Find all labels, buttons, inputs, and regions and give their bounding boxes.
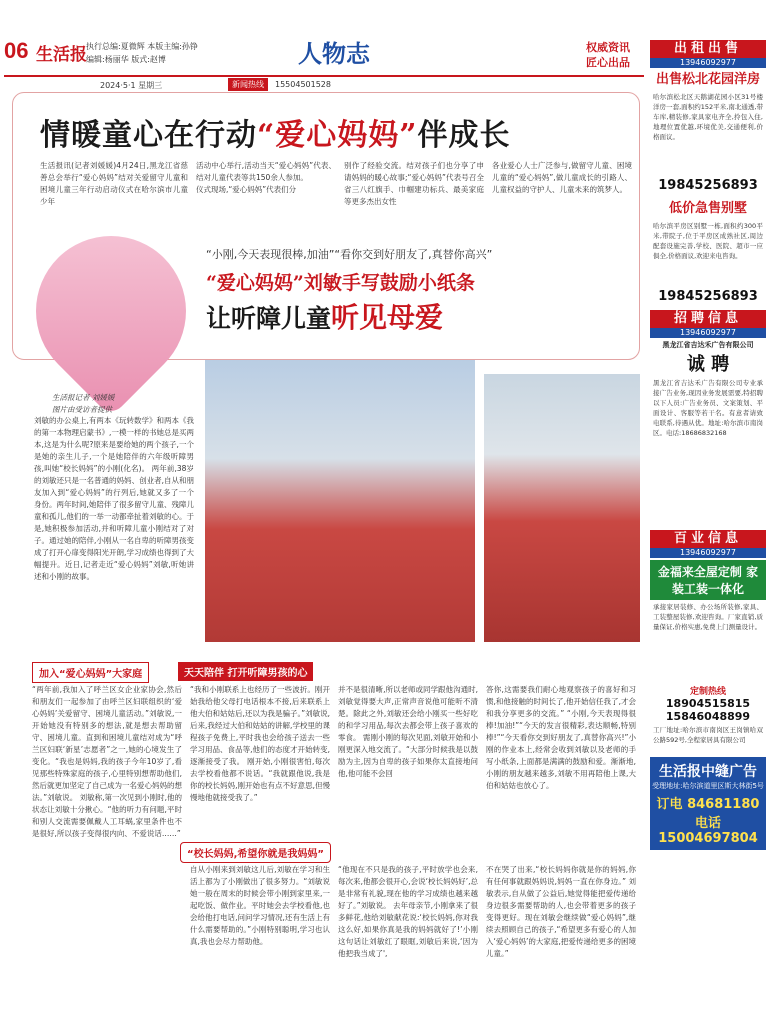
credits-line2: 编辑:杨丽华 版式:赵博 [86, 55, 166, 64]
byline: 生活报记者 刘媛媛 图片由受访者提供 [52, 393, 115, 414]
event-photo-stage [205, 360, 475, 642]
event-photo-speaker [484, 374, 640, 642]
lowprice-title: 低价急售别墅 [668, 201, 747, 216]
custom-phone2: 15846048899 [665, 710, 751, 723]
headline-red: “爱心妈妈” [257, 118, 418, 153]
taxi-phone: 19845256893 [658, 178, 758, 193]
section1-text: “两年前,我加入了呼兰区女企业家协会,然后和朋友们一起参加了由呼兰区妇联组织的‘爱心妈妈’关爱留守、困境儿童活动。”刘敏说,一开始她没有特别多的想法,就是想去帮助留守、困境儿童。直到和困境儿童结对成为“呼兰区妇联‘新星’志愿者”之一,她的心境发生了变化。“我也是妈妈,我的孩子今年10岁了,看见那些特殊家庭的孩子,心里特别想帮助他们,然后就更加坚定了自己成为一名爱心妈妈的想法。”刘敏说。 刘敏称,第一次见到小刚时,他的状态让刘敏十分揪心。“他的听力有问题,平时和别人交流需要佩戴人工耳蜗,家里条件也不是很好,所以孩子变得很内向、不爱说话……” [32, 685, 182, 838]
recruit-text: 黑龙江省吉达禾广告有限公司专业承接广告业务,现因业务发展需要,特招聘以下人员:广告业务员、文案策划、平面设计、客服等若干名。有意者请致电联系,待遇从优。地址:哈尔滨市南岗区。电话:18686832168 [653, 379, 763, 437]
section3-title: “校长妈妈,希望你就是我妈妈” [180, 842, 331, 863]
taxi-ad-title: 出售松北花园洋房 [655, 72, 760, 87]
slogan-line1: 权威资讯 [586, 41, 630, 54]
lead-col3: 别作了经验交流。结对孩子们也分享了申请妈妈的暖心故事;“爱心妈妈”代表号召全省三八红旗手、巾帼建功标兵、最美家庭等更多杰出女性 [344, 161, 484, 206]
headline [40, 110, 511, 154]
section3-col1: 自从小刚来到刘敏这儿后,刘敏在学习和生活上都为了小刚做出了很多努力。“刘敏说她一般在周末的时候会带小刚到家里来,一起吃饭、做作业。平时她会去学校看他,也会给他打电话,问问学习情况,还有生活上有什么需要帮助的。”小刚特别聪明,学习也认真,我也会尽力帮助他。 [190, 865, 330, 946]
sidebar-phone1: 13946092977 [650, 58, 766, 68]
sub-main-highlight: 听见母爱 [331, 301, 444, 334]
bottom-ad-tel [652, 793, 764, 812]
bottom-cell-label: 电话 [694, 816, 721, 831]
taxi-ad-text: 哈尔滨松北区天鹅湖花园小区31号楼洋房一套,面积约152平米,南北通透,带车库,精装修,家具家电齐全,拎包入住,地理位置优越,环境优美,交通便利,价格面议。 [653, 93, 763, 141]
paper-name: 生活报 [36, 45, 87, 65]
page-number: 06 [4, 38, 29, 63]
credits-line1: 执行总编:夏微辉 本版主编:孙铮 [86, 42, 198, 51]
section-title: 人物志 [298, 40, 370, 68]
sub-red: “爱心妈妈”刘敏手写鼓励小纸条 [206, 272, 475, 294]
lowprice-text: 哈尔滨平房区别墅一栋,面积约300平米,带院子,位于平房区成熟社区,周边配套设施完善,学校、医院、超市一应俱全,价格面议,欢迎来电咨询。 [653, 222, 763, 260]
lowprice-phone: 19845256893 [658, 289, 758, 304]
recruit-title: 诚 聘 [686, 354, 730, 375]
lead-col4: 各业爱心人士广泛参与,做留守儿童、困境儿童的“爱心妈妈”,做儿童成长的引路人、儿童权益的守护人、儿童未来的筑梦人。 [492, 161, 632, 194]
section1-title: 加入“爱心妈妈”大家庭 [32, 662, 149, 683]
custom-phone1: 18904515815 [665, 697, 751, 710]
sub-main [206, 296, 443, 336]
hotline-label: 新闻热线 [228, 78, 268, 91]
sidebar-phone-recruit: 13946092977 [650, 328, 766, 338]
credits [86, 40, 198, 66]
custom-address: 工厂地址:哈尔滨市南岗区王岗镇哈双公路592号,全程家居具有限公司 [653, 726, 763, 744]
date: 2024·5·1 星期三 [100, 81, 163, 90]
taxi-header: 出租出售 [650, 40, 766, 58]
bottom-ad-cell [652, 812, 764, 846]
left-column: 刘敏的办公桌上,有两本《玩转数学》和两本《我的第一本物理启蒙书》,一模一样的书她总是买两本,这是为什么呢?原来是要给她的两个孩子,一个是她的亲生儿子,一个是她陪伴的六年级听障男孩,叫她“校长妈妈”的小刚(化名)。 两年前,38岁的刘敏还只是一名普通的妈妈、创业者,自从和朋友加入到“爱心妈妈”的行列后,她就又多了一个身份。两年时间,她陪伴了很多留守儿童、残障儿童和孤儿,他们的一举一动都牵扯着刘敏的心。于是,她积极参加活动,并和听障儿童小刚结对了对子。通过她的陪伴,小刚从一名自卑的听障男孩变成了打开心扉变得阳光开朗,学习成绩也得到了大幅提升。近日,记者走近“爱心妈妈”刘敏,听她讲述和小刚的故事。 [34, 416, 194, 581]
section2-col2: 并不是很清晰,所以老师或同学跟他沟通时,刘敏觉得要大声,正常声音说他可能听不清楚。除此之外,刘敏还会给小刚买一些好吃的和学习用品,每次去都会带上孩子喜欢的零食。 需刚小刚的每次见面,刘敏开始和小刚更深入地交流了。“大部分时候我是以鼓励为主,因为自卑的孩子如果你太直接地问他,他可能不会回 [338, 685, 478, 778]
sub-main-pre: 让听障儿童 [206, 304, 332, 333]
header-rule [4, 75, 644, 77]
section3-col2: “他现在不只是我的孩子,平时放学也会来,每次来,他都会很开心,会说‘校长妈妈好’,总是非常有礼貌,现在他的学习成绩也越来越好了。”刘敏说。 去年母亲节,小刚拿来了很多鲜花,他给刘敏献花说:‘校长妈妈,你对我这么好,如果你真是我的妈妈就好了!’小刚这句话让刘敏红了眼眶,刘敏后来说,‘因为他把我当成了', [338, 865, 478, 958]
bottom-ad-title: 生活报中缝广告 [659, 764, 757, 780]
bottom-cell-number: 15004697804 [658, 831, 758, 846]
section2-title: 天天陪伴 打开听障男孩的心 [178, 662, 313, 681]
hotline-number: 15504501528 [275, 80, 331, 89]
section3-col3: 不在哭了出来,“校长妈妈你就是你的妈妈,你有任何事就跟妈妈说,妈妈一直在你身边。” 刘敏表示,自从做了公益后,她觉得能把爱传递给身边很多需要帮助的人,也会带着更多的孩子变得更好。现在刘敏会继续做“爱心妈妈”,继续去照顾自己的孩子,“希望更多有爱心的人加入‘爱心妈妈’的大家庭,把爱传递给更多的困境儿童。” [486, 865, 636, 958]
bottom-ad-address: 受理地址:哈尔滨道里区斯大林街5号 [652, 782, 764, 790]
recruit-header: 招聘信息 [650, 310, 766, 328]
slogan [586, 40, 630, 70]
recruit-company: 黑龙江省吉达禾广告有限公司 [662, 341, 754, 349]
custom-text: 承接家居装修、办公场所装修,家具、工装整屋装修,欢迎咨询。厂家直销,质量保证,价格实惠,免费上门测量设计。 [653, 603, 763, 631]
custom-title: 金福来全屋定制 家装工装一体化 [650, 560, 766, 600]
slogan-line2: 匠心出品 [586, 56, 630, 69]
sub-quote: “小刚,今天表现很棒,加油”“看你交到好朋友了,真替你高兴” [206, 248, 493, 261]
lead-col1: 生活报讯(记者刘媛媛)4月24日,黑龙江省慈善总会举行“爱心妈妈”结对关爱留守儿童和困境儿童三年行动启动仪式在哈尔滨市儿童少年 [40, 161, 188, 206]
custom-label: 定制热线 [689, 687, 726, 697]
lead-col2: 活动中心举行,活动当天“爱心妈妈”代表、结对儿童代表等共150余人参加。 仪式现场,“爱心妈妈”代表们分 [196, 161, 336, 194]
sidebar-phone2: 13946092977 [650, 548, 766, 558]
classified-sidebar [650, 40, 766, 1023]
bottom-tel-number: 84681180 [687, 797, 760, 812]
bottom-tel-label: 订电 [656, 797, 683, 812]
section2-col3: 答你,这需要我们耐心地观察孩子的喜好和习惯,和他接触的时间长了,他开始信任我了,才会和我分享更多的交流。” “小刚,今天表现得很棒!加油!”“今天的发言很精彩,表达顺畅,特别棒!”“今天看你交到好朋友了,真替你高兴!”小刚的作业本上,经常会收到刘敏以及老师的手写小纸条,上面都是满满的鼓励和爱。渐渐地,小刚的朋友越来越多,刘敏不用再陪他上课,大伯和姑姑也放心了。 [486, 685, 636, 790]
headline-post: 伴成长 [417, 118, 511, 153]
bottom-ad [650, 757, 766, 850]
section2-col1: “我和小刚联系上也经历了一些波折。刚开始我给他父母打电话根本不接,后来联系上他大伯和姑姑后,还以为我是骗子。”刘敏说,后来,我经过大伯和姑姑的讲解,学校里的课程孩子免费上,平时我也会给孩子送去一些学习用品、食品等,他们的态度才开始转变,逐渐接受了我。 刚开始,小刚很害怕,每次去学校看他都不说话。“我就跟他说,我是你的校长妈妈,刚开始也有点不好意思,但慢慢地他就接受我了。” [190, 685, 330, 802]
headline-pre: 情暖童心在行动 [40, 118, 257, 153]
service-header: 百业信息 [650, 530, 766, 548]
